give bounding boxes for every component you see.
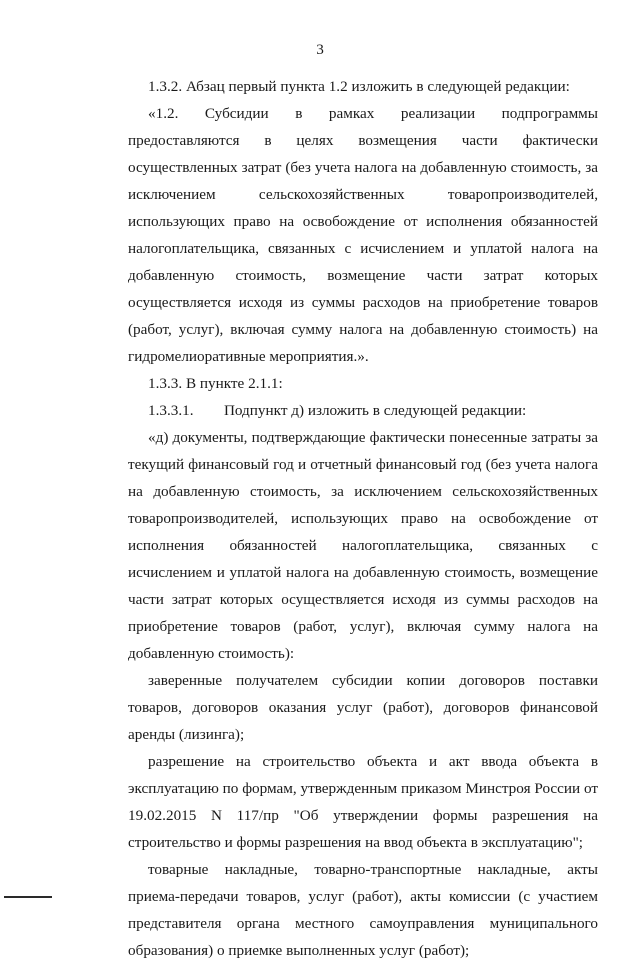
paragraph-invoices: товарные накладные, товарно-транспортные накладные, акты приема-передачи товаров, услуг (работ), акты комиссии (с участием представителя органа местного самоуправления муниципального образования) о приемке выполненных услуг (работ);: [128, 861, 598, 959]
footer-rule: [4, 896, 52, 898]
paragraph-1-3-3: 1.3.3. В пункте 2.1.1:: [148, 375, 283, 392]
page-number: 3: [316, 41, 324, 58]
document-body: [128, 73, 598, 964]
paragraph-1-3-3-1: 1.3.3.1. Подпункт д) изложить в следующей редакции:: [148, 402, 527, 419]
paragraph-1-3-2: 1.3.2. Абзац первый пункта 1.2 изложить в следующей редакции:: [148, 78, 570, 95]
paragraph-subitem-d: «д) документы, подтверждающие фактически понесенные затраты за текущий финансовый год и отчетный финансовый год (без учета налога на добавленную стоимость, за исключением сельскохозяйственных товаропроизводителей, использующих право на освобождение от исполнения обязанностей налогоплательщика, связанных с исчислением и уплатой налога на добавленную стоимость, возмещение части затрат которых осуществляется исходя из суммы расходов на приобретение товаров (работ, услуг), включая сумму налога на добавленную стоимость):: [128, 429, 598, 662]
paragraph-contracts: заверенные получателем субсидии копии договоров поставки товаров, договоров оказания услуг (работ), договоров финансовой аренды (лизинга);: [128, 672, 598, 743]
paragraph-quote-1-2: «1.2. Субсидии в рамках реализации подпрограммы предоставляются в целях возмещения части фактически осуществленных затрат (без учета налога на добавленную стоимость, за исключением сельскохозяйственных товаропроизводителей, использующих право на освобождение от исполнения обязанностей налогоплательщика, связанных с исчислением и уплатой налога на добавленную стоимость, возмещение части затрат которых осуществляется исходя из суммы расходов на приобретение товаров (работ, услуг), включая сумму налога на добавленную стоимость) на гидромелиоративные мероприятия.».: [128, 105, 598, 365]
paragraph-permits: разрешение на строительство объекта и акт ввода объекта в эксплуатацию по формам, утвержденным приказом Минстроя России от 19.02.2015 N 117/пр "Об утверждении формы разрешения на строительство и формы разрешения на ввод объекта в эксплуатацию";: [128, 753, 598, 851]
